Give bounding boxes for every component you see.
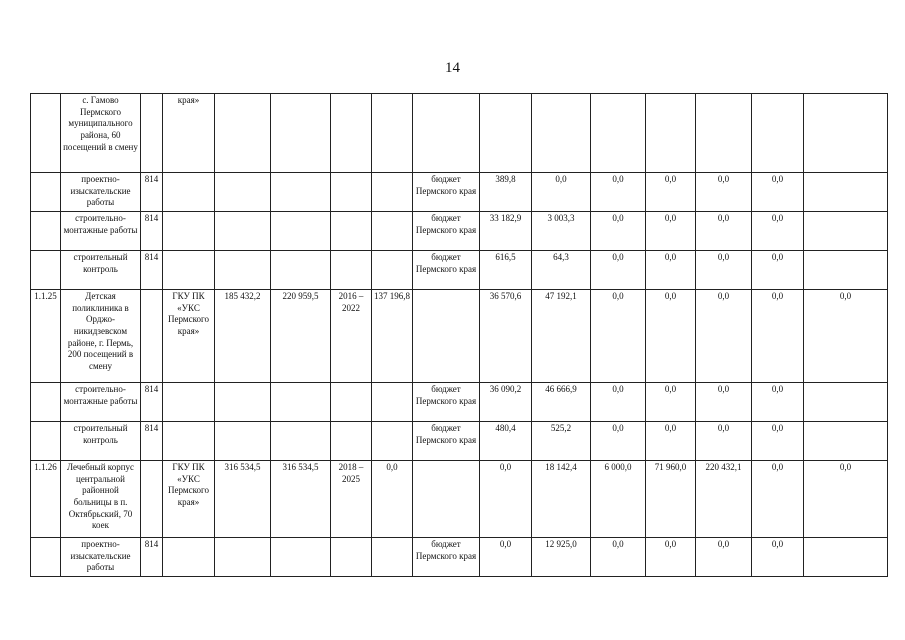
cell-value-3: 6 000,0 xyxy=(591,461,646,538)
cell-code xyxy=(141,94,163,173)
cell-code: 814 xyxy=(141,251,163,290)
cell-cost-estimate xyxy=(215,383,271,422)
cell-funding-source: бюджет Пермского края xyxy=(413,422,480,461)
table-row xyxy=(31,461,888,538)
cell-value-4: 0,0 xyxy=(646,212,696,251)
cell-item-name: проектно-изыскательские работы xyxy=(61,538,141,577)
cell-value-6: 0,0 xyxy=(752,290,804,383)
cell-period: 2018 – 2025 xyxy=(331,461,372,538)
cell-customer xyxy=(163,212,215,251)
cell-customer: края» xyxy=(163,94,215,173)
cell-row-number xyxy=(31,422,61,461)
cell-value-2 xyxy=(532,94,591,173)
cell-item-name: строительно-монтажные работы xyxy=(61,212,141,251)
cell-cost-estimate xyxy=(215,251,271,290)
cell-value-3: 0,0 xyxy=(591,251,646,290)
table-row xyxy=(31,383,888,422)
cell-funding-source: бюджет Пермского края xyxy=(413,212,480,251)
cell-value-1: 36 090,2 xyxy=(480,383,532,422)
cell-customer xyxy=(163,173,215,212)
cell-financed-before xyxy=(372,173,413,212)
cell-value-4: 0,0 xyxy=(646,290,696,383)
cell-value-1 xyxy=(480,94,532,173)
cell-item-name: проектно-изыскательские работы xyxy=(61,173,141,212)
cell-financed-before: 0,0 xyxy=(372,461,413,538)
cell-cost-estimate xyxy=(215,538,271,577)
cell-period xyxy=(331,212,372,251)
cell-row-number xyxy=(31,94,61,173)
cell-value-4: 0,0 xyxy=(646,251,696,290)
cell-cost-current xyxy=(271,422,331,461)
cell-value-7: 0,0 xyxy=(804,461,888,538)
cell-cost-estimate xyxy=(215,422,271,461)
cell-value-2: 64,3 xyxy=(532,251,591,290)
cell-cost-current xyxy=(271,383,331,422)
cell-period xyxy=(331,94,372,173)
cell-row-number xyxy=(31,383,61,422)
cell-row-number xyxy=(31,251,61,290)
cell-value-4: 0,0 xyxy=(646,422,696,461)
cell-cost-estimate: 316 534,5 xyxy=(215,461,271,538)
cell-row-number xyxy=(31,173,61,212)
cell-value-4: 71 960,0 xyxy=(646,461,696,538)
cell-period xyxy=(331,538,372,577)
cell-value-5: 0,0 xyxy=(696,422,752,461)
cell-value-1: 480,4 xyxy=(480,422,532,461)
cell-value-4: 0,0 xyxy=(646,538,696,577)
cell-value-3: 0,0 xyxy=(591,422,646,461)
cell-financed-before xyxy=(372,383,413,422)
cell-value-5 xyxy=(696,94,752,173)
cell-value-7 xyxy=(804,94,888,173)
cell-value-7 xyxy=(804,251,888,290)
cell-cost-estimate xyxy=(215,212,271,251)
cell-customer: ГКУ ПК «УКС Пермского края» xyxy=(163,290,215,383)
cell-financed-before xyxy=(372,538,413,577)
table-row xyxy=(31,212,888,251)
cell-value-1: 389,8 xyxy=(480,173,532,212)
cell-code: 814 xyxy=(141,212,163,251)
cell-financed-before xyxy=(372,422,413,461)
cell-value-4: 0,0 xyxy=(646,383,696,422)
cell-cost-current xyxy=(271,94,331,173)
cell-period: 2016 – 2022 xyxy=(331,290,372,383)
cell-row-number xyxy=(31,212,61,251)
cell-funding-source: бюджет Пермского края xyxy=(413,383,480,422)
cell-period xyxy=(331,173,372,212)
cell-value-7 xyxy=(804,173,888,212)
cell-value-3: 0,0 xyxy=(591,290,646,383)
cell-value-5: 0,0 xyxy=(696,383,752,422)
cell-value-1: 616,5 xyxy=(480,251,532,290)
cell-value-6: 0,0 xyxy=(752,538,804,577)
cell-code: 814 xyxy=(141,422,163,461)
table-row xyxy=(31,422,888,461)
cell-row-number: 1.1.26 xyxy=(31,461,61,538)
cell-value-5: 0,0 xyxy=(696,212,752,251)
cell-value-5: 0,0 xyxy=(696,290,752,383)
cell-value-6: 0,0 xyxy=(752,212,804,251)
cell-value-2: 18 142,4 xyxy=(532,461,591,538)
cell-value-6: 0,0 xyxy=(752,173,804,212)
cell-row-number xyxy=(31,538,61,577)
table-row xyxy=(31,173,888,212)
cell-value-5: 220 432,1 xyxy=(696,461,752,538)
cell-value-2: 525,2 xyxy=(532,422,591,461)
cell-value-2: 3 003,3 xyxy=(532,212,591,251)
cell-cost-current xyxy=(271,538,331,577)
cell-cost-current: 220 959,5 xyxy=(271,290,331,383)
cell-cost-estimate: 185 432,2 xyxy=(215,290,271,383)
cell-value-6: 0,0 xyxy=(752,383,804,422)
cell-funding-source: бюджет Пермского края xyxy=(413,538,480,577)
cell-item-name: строительный контроль xyxy=(61,251,141,290)
cell-value-6 xyxy=(752,94,804,173)
cell-value-3: 0,0 xyxy=(591,212,646,251)
cell-value-1: 0,0 xyxy=(480,461,532,538)
cell-value-2: 12 925,0 xyxy=(532,538,591,577)
cell-value-7 xyxy=(804,383,888,422)
cell-value-6: 0,0 xyxy=(752,422,804,461)
cell-financed-before xyxy=(372,212,413,251)
table-row xyxy=(31,290,888,383)
budget-table xyxy=(30,93,888,577)
cell-financed-before: 137 196,8 xyxy=(372,290,413,383)
cell-funding-source: бюджет Пермского края xyxy=(413,173,480,212)
cell-item-name: Лечебный корпус центральной районной больницы в п. Октябрьский, 70 коек xyxy=(61,461,141,538)
cell-customer xyxy=(163,422,215,461)
cell-cost-current xyxy=(271,173,331,212)
cell-item-name: с. Гамово Пермского муниципального района, 60 посещений в смену xyxy=(61,94,141,173)
cell-value-5: 0,0 xyxy=(696,251,752,290)
cell-funding-source xyxy=(413,94,480,173)
cell-value-7 xyxy=(804,212,888,251)
cell-value-7 xyxy=(804,422,888,461)
cell-value-2: 46 666,9 xyxy=(532,383,591,422)
cell-item-name: строительно-монтажные работы xyxy=(61,383,141,422)
cell-value-7 xyxy=(804,538,888,577)
cell-item-name: строительный контроль xyxy=(61,422,141,461)
table-row xyxy=(31,251,888,290)
cell-value-6: 0,0 xyxy=(752,251,804,290)
cell-cost-current xyxy=(271,251,331,290)
cell-funding-source xyxy=(413,290,480,383)
cell-value-5: 0,0 xyxy=(696,538,752,577)
cell-item-name: Детская поликлиника в Орджо-никидзевском районе, г. Пермь, 200 посещений в смену xyxy=(61,290,141,383)
cell-financed-before xyxy=(372,94,413,173)
cell-code: 814 xyxy=(141,538,163,577)
cell-customer xyxy=(163,251,215,290)
cell-value-3: 0,0 xyxy=(591,383,646,422)
table-row xyxy=(31,94,888,173)
page-number: 14 xyxy=(445,60,460,76)
cell-code: 814 xyxy=(141,383,163,422)
cell-cost-estimate xyxy=(215,94,271,173)
cell-row-number: 1.1.25 xyxy=(31,290,61,383)
cell-period xyxy=(331,383,372,422)
cell-value-3: 0,0 xyxy=(591,538,646,577)
table-row xyxy=(31,538,888,577)
cell-value-3: 0,0 xyxy=(591,173,646,212)
cell-code xyxy=(141,290,163,383)
cell-value-1: 0,0 xyxy=(480,538,532,577)
cell-value-6: 0,0 xyxy=(752,461,804,538)
cell-customer: ГКУ ПК «УКС Пермского края» xyxy=(163,461,215,538)
cell-customer xyxy=(163,383,215,422)
cell-value-1: 33 182,9 xyxy=(480,212,532,251)
cell-value-7: 0,0 xyxy=(804,290,888,383)
cell-funding-source: бюджет Пермского края xyxy=(413,251,480,290)
cell-value-3 xyxy=(591,94,646,173)
cell-value-1: 36 570,6 xyxy=(480,290,532,383)
cell-value-5: 0,0 xyxy=(696,173,752,212)
cell-cost-current xyxy=(271,212,331,251)
cell-funding-source xyxy=(413,461,480,538)
cell-code xyxy=(141,461,163,538)
cell-period xyxy=(331,251,372,290)
cell-code: 814 xyxy=(141,173,163,212)
cell-period xyxy=(331,422,372,461)
cell-cost-estimate xyxy=(215,173,271,212)
cell-value-2: 0,0 xyxy=(532,173,591,212)
cell-value-2: 47 192,1 xyxy=(532,290,591,383)
cell-value-4 xyxy=(646,94,696,173)
cell-value-4: 0,0 xyxy=(646,173,696,212)
cell-financed-before xyxy=(372,251,413,290)
cell-cost-current: 316 534,5 xyxy=(271,461,331,538)
cell-customer xyxy=(163,538,215,577)
